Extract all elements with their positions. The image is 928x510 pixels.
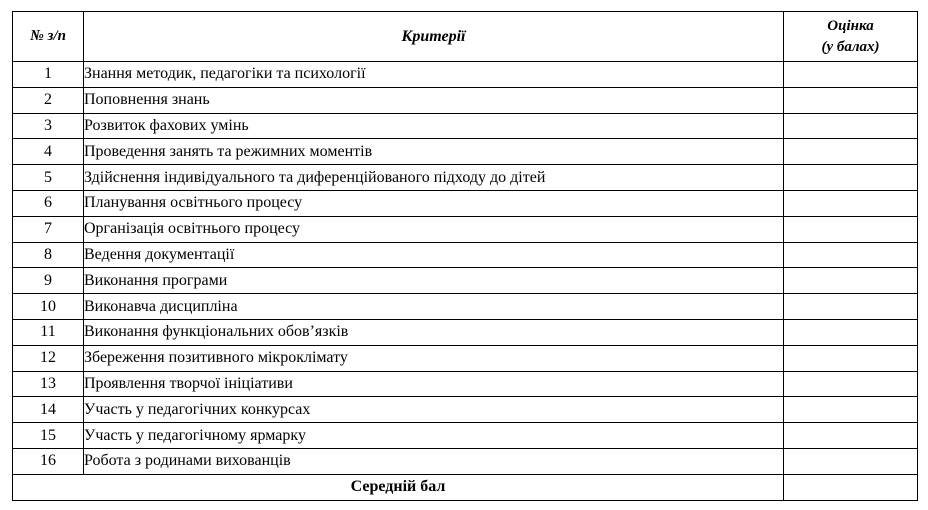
table-row [13, 345, 918, 371]
row-number: 14 [13, 397, 84, 423]
score-cell[interactable] [784, 397, 918, 423]
criterion-name: Збереження позитивного мікроклімату [84, 345, 784, 371]
row-number: 16 [13, 448, 84, 474]
score-cell[interactable] [784, 139, 918, 165]
table-row [13, 87, 918, 113]
score-cell[interactable] [784, 423, 918, 449]
table-row [13, 216, 918, 242]
table-row [13, 319, 918, 345]
row-number: 5 [13, 165, 84, 191]
row-number: 4 [13, 139, 84, 165]
row-number: 10 [13, 294, 84, 320]
score-cell[interactable] [784, 87, 918, 113]
score-cell[interactable] [784, 190, 918, 216]
row-number: 15 [13, 423, 84, 449]
header-score [784, 12, 918, 62]
criterion-name: Виконання функціональних обов’язків [84, 319, 784, 345]
table-row [13, 423, 918, 449]
score-cell[interactable] [784, 345, 918, 371]
table-row [13, 113, 918, 139]
table-body [13, 62, 918, 475]
score-cell[interactable] [784, 448, 918, 474]
row-number: 13 [13, 371, 84, 397]
criterion-name: Знання методик, педагогіки та психології [84, 62, 784, 88]
criterion-name: Здійснення індивідуального та диференційованого підходу до дітей [84, 165, 784, 191]
criterion-name: Планування освітнього процесу [84, 190, 784, 216]
table-row [13, 268, 918, 294]
score-cell[interactable] [784, 268, 918, 294]
criterion-name: Ведення документації [84, 242, 784, 268]
row-number: 9 [13, 268, 84, 294]
criterion-name: Проведення занять та режимних моментів [84, 139, 784, 165]
header-criteria: Критерії [84, 12, 784, 62]
score-cell[interactable] [784, 242, 918, 268]
table-row [13, 397, 918, 423]
criterion-name: Робота з родинами вихованців [84, 448, 784, 474]
criterion-name: Організація освітнього процесу [84, 216, 784, 242]
table-row [13, 294, 918, 320]
criteria-table [12, 11, 918, 501]
score-cell[interactable] [784, 319, 918, 345]
average-score-value[interactable] [784, 474, 918, 500]
score-cell[interactable] [784, 62, 918, 88]
average-score-row [13, 474, 918, 500]
table-row [13, 139, 918, 165]
table-row [13, 371, 918, 397]
score-cell[interactable] [784, 294, 918, 320]
table-row [13, 448, 918, 474]
criterion-name: Проявлення творчої ініціативи [84, 371, 784, 397]
row-number: 1 [13, 62, 84, 88]
row-number: 6 [13, 190, 84, 216]
score-cell[interactable] [784, 113, 918, 139]
criterion-name: Виконання програми [84, 268, 784, 294]
criterion-name: Розвиток фахових умінь [84, 113, 784, 139]
table-row [13, 190, 918, 216]
score-cell[interactable] [784, 216, 918, 242]
header-row [13, 12, 918, 62]
criterion-name: Поповнення знань [84, 87, 784, 113]
header-score-unit: (у балах) [821, 38, 880, 55]
row-number: 8 [13, 242, 84, 268]
criterion-name: Участь у педагогічному ярмарку [84, 423, 784, 449]
row-number: 11 [13, 319, 84, 345]
score-cell[interactable] [784, 371, 918, 397]
row-number: 2 [13, 87, 84, 113]
average-score-label: Середній бал [13, 474, 784, 500]
score-cell[interactable] [784, 165, 918, 191]
criterion-name: Участь у педагогічних конкурсах [84, 397, 784, 423]
table-row [13, 62, 918, 88]
row-number: 7 [13, 216, 84, 242]
header-score-title: Оцінка [827, 17, 874, 34]
header-number: № з/п [13, 12, 84, 62]
criterion-name: Виконавча дисципліна [84, 294, 784, 320]
row-number: 3 [13, 113, 84, 139]
table-row [13, 165, 918, 191]
row-number: 12 [13, 345, 84, 371]
table-row [13, 242, 918, 268]
